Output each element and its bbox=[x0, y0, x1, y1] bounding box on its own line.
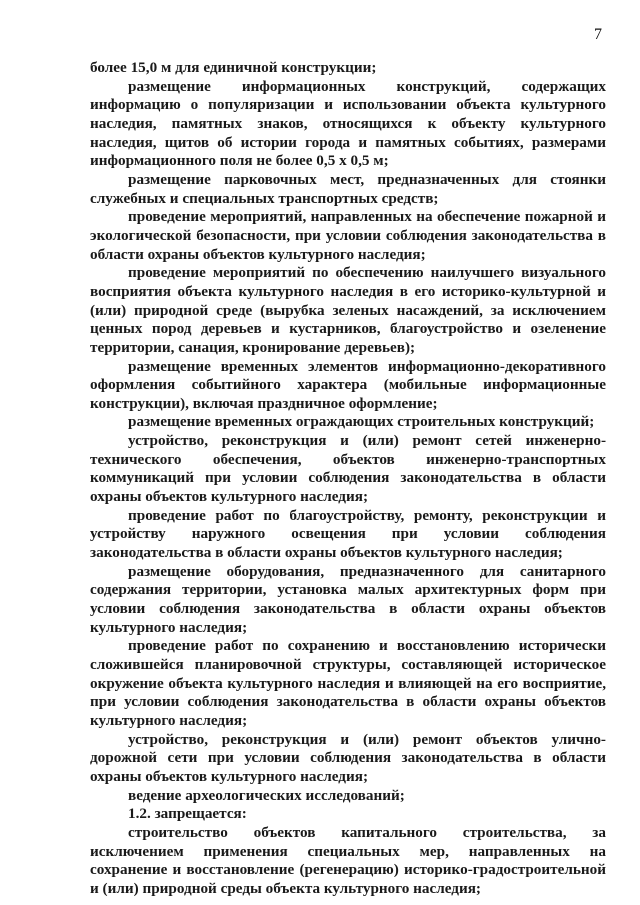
paragraph-1: более 15,0 м для единичной конструкции; bbox=[90, 59, 377, 76]
paragraph-7: размещение временных ограждающих строительных конструкций; bbox=[128, 413, 595, 431]
paragraph-10: размещение оборудования, предназначенного для санитарного содержания территории, установка малых архитектурных форм при условии соблюдения законодательства в области охраны объектов культурного наследия; bbox=[90, 562, 606, 636]
paragraph-9: проведение работ по благоустройству, ремонту, реконструкции и устройству наружного освещения при условии соблюдения законодательства в области охраны объектов культурного наследия; bbox=[90, 506, 606, 562]
paragraph-11: проведение работ по сохранению и восстановлению исторически сложившейся планировочной структуры, составляющей историческое окружение объекта культурного наследия и влияющей на его восприятие, при условии соблюдения законодательства в области охраны объектов культурного наследия; bbox=[90, 637, 606, 729]
paragraph-6: размещение временных элементов информационно-декоративного оформления событийного характера (мобильные информационные конструкции), включая праздничное оформление; bbox=[90, 357, 606, 412]
paragraph-12: устройство, реконструкция и (или) ремонт объектов улично-дорожной сети при условии соблюдения законодательства в области охраны объектов культурного наследия; bbox=[90, 730, 606, 785]
section-heading-1-2: 1.2. запрещается: bbox=[128, 805, 247, 823]
paragraph-5: проведение мероприятий по обеспечению наилучшего визуального восприятия объекта культурного наследия в его историко-культурной и (или) природной среде (вырубка зеленых насаждений, за исключением ценных пород деревьев и кустарников, благоустройство и озеленение территории, санация, кронирование деревьев); bbox=[90, 264, 606, 356]
paragraph-4: проведение мероприятий, направленных на обеспечение пожарной и экологической безопасности, при условии соблюдения законодательства в области охраны объектов культурного наследия; bbox=[90, 208, 606, 263]
paragraph-13: ведение археологических исследований; bbox=[128, 786, 405, 804]
paragraph-2: размещение информационных конструкций, содержащих информацию о популяризации и использовании объекта культурного наследия, памятных знаков, относящихся к объекту культурного наследия, щитов об истории города и памятных событиях, размерами информационного поля не более 0,5 х 0,5 м; bbox=[90, 77, 606, 170]
document-body bbox=[90, 59, 606, 899]
paragraph-15: строительство объектов капитального строительства, за исключением применения специальных мер, направленных на сохранение и восстановление (регенерацию) историко-градостроительной и (или) природной среды объекта культурного наследия; bbox=[90, 823, 606, 897]
page-number: 7 bbox=[594, 26, 602, 43]
paragraph-3: размещение парковочных мест, предназначенных для стоянки служебных и специальных транспортных средств; bbox=[90, 170, 606, 207]
paragraph-8: устройство, реконструкция и (или) ремонт сетей инженерно-технического обеспечения, объектов инженерно-транспортных коммуникаций при условии соблюдения законодательства в области охраны объектов культурного наследия; bbox=[90, 432, 606, 506]
